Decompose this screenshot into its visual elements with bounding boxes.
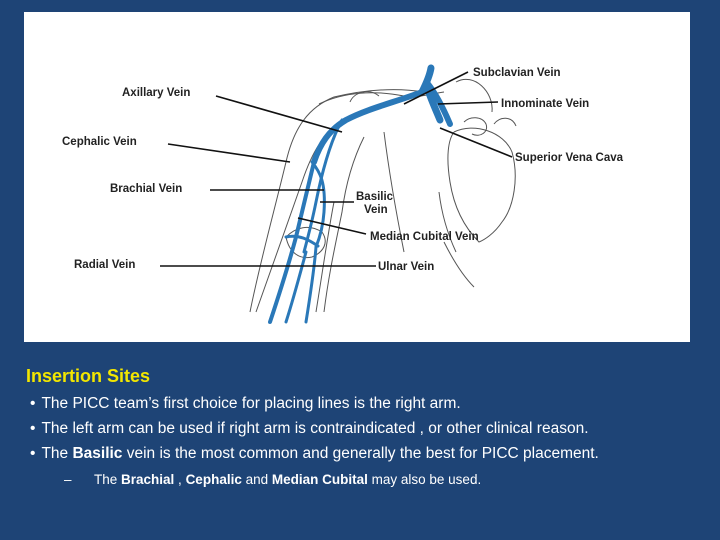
bullet-symbol: •	[30, 445, 36, 462]
leader-innominate	[438, 102, 498, 104]
label-radial-vein: Radial Vein	[74, 259, 136, 271]
vein-anatomy-figure	[24, 12, 690, 342]
label-basilic-vein-line1: Basilic	[356, 191, 394, 203]
sub-bold-brachial: Brachial	[121, 472, 175, 487]
label-median-cubital-vein: Median Cubital Vein	[370, 231, 479, 243]
label-cephalic-vein: Cephalic Vein	[62, 136, 137, 148]
bullet-text-pre: The	[41, 445, 73, 462]
sub-text-post: may also be used.	[367, 472, 482, 487]
leader-svc	[440, 128, 512, 157]
bullet-item	[30, 394, 599, 419]
label-axillary-vein: Axillary Vein	[122, 87, 191, 99]
leader-cephalic	[168, 144, 290, 162]
sub-text-pre: The	[94, 472, 122, 487]
bullet-text: The left arm can be used if right arm is contraindicated , or other clinical reason.	[41, 420, 589, 437]
bullet-item	[30, 444, 599, 469]
leader-axillary	[216, 96, 342, 132]
sub-bold-median-cubital: Median Cubital	[271, 472, 368, 487]
label-ulnar-vein: Ulnar Vein	[378, 261, 435, 273]
sub-text-mid1: ,	[174, 472, 186, 487]
bullet-symbol: •	[30, 395, 36, 412]
bullet-text-bold: Basilic	[72, 445, 123, 462]
bullet-text-post: vein is the most common and generally the best for PICC placement.	[122, 445, 599, 462]
label-brachial-vein: Brachial Vein	[110, 183, 183, 195]
sub-text-mid2: and	[241, 472, 272, 487]
sub-bullet	[64, 472, 481, 487]
bullet-list	[30, 394, 599, 469]
vein-labels	[62, 67, 624, 273]
sub-bold-cephalic: Cephalic	[185, 472, 242, 487]
bullet-item	[30, 419, 599, 444]
label-innominate-vein: Innominate Vein	[501, 98, 590, 110]
sub-bullet-symbol: –	[64, 472, 72, 487]
bullet-text: The PICC team’s first choice for placing lines is the right arm.	[41, 395, 461, 412]
label-basilic-vein-line2: Vein	[364, 204, 388, 216]
label-superior-vena-cava: Superior Vena Cava	[515, 152, 624, 164]
bullet-symbol: •	[30, 420, 36, 437]
label-subclavian-vein: Subclavian Vein	[473, 67, 561, 79]
vein-diagram	[24, 12, 690, 342]
section-heading: Insertion Sites	[26, 366, 151, 386]
